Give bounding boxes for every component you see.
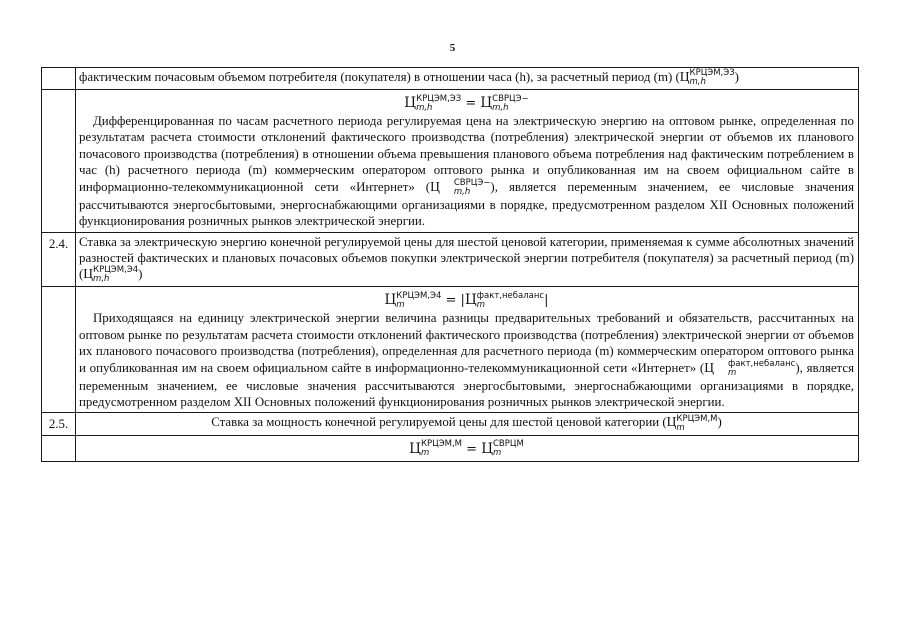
formula-rhs-symbol: Ц — [464, 292, 477, 309]
row-text-cell — [76, 287, 859, 413]
formula-lhs-symbol: Ц — [404, 95, 417, 112]
price-symbol: Ц — [679, 69, 690, 84]
index-stack — [690, 69, 735, 87]
superscript: СВРЦЭ− — [453, 177, 491, 188]
definition-paragraph — [79, 113, 854, 229]
closing-paren: ) — [734, 70, 739, 84]
formula-lhs-symbol: Ц — [384, 292, 397, 309]
rates-table — [41, 67, 859, 462]
superscript: факт,небаланс — [727, 358, 796, 369]
superscript: КРЦЭМ,Э4 — [93, 265, 139, 276]
superscript: факт,небаланс — [476, 290, 545, 301]
index-stack — [714, 360, 795, 378]
superscript: КРЦЭМ,Э4 — [396, 290, 442, 301]
abs-bar: | — [544, 293, 549, 309]
index-stack — [396, 292, 441, 310]
table-row — [42, 413, 859, 435]
subscript: m,h — [93, 274, 110, 285]
subscript: m — [727, 367, 737, 378]
row-number: 2.4. — [42, 232, 76, 287]
abs-bar: | — [460, 293, 465, 309]
equals-sign: = — [465, 96, 477, 112]
closing-paren: ) — [717, 415, 722, 430]
subscript: m — [476, 299, 485, 310]
row-number: 2.5. — [42, 413, 76, 435]
row-text: фактическим почасовым объемом потребителя (покупателя) в отношении часа (h), за расчетный период (m) ( — [79, 70, 680, 84]
superscript: КРЦЭМ,М — [420, 439, 463, 450]
row-text-cell — [76, 68, 859, 90]
subscript: m — [420, 448, 430, 459]
page-number: 5 — [449, 42, 456, 54]
index-stack — [440, 179, 491, 197]
row-text-cell — [76, 413, 859, 435]
index-stack — [676, 415, 717, 433]
table-row — [42, 435, 859, 461]
closing-paren: ) — [138, 267, 143, 282]
table-row — [42, 232, 859, 287]
subscript: m — [396, 299, 405, 310]
superscript: СВРЦМ — [493, 439, 524, 450]
row-number-cell — [42, 435, 76, 461]
subscript: m,h — [492, 102, 509, 113]
formula — [79, 288, 854, 310]
row-number-cell — [42, 90, 76, 232]
formula-lhs-symbol: Ц — [409, 440, 421, 457]
paragraph-text: ), является переменным значением, ее числовые значения рассчитываются энергосбытовыми, энергоснабжающими организациями в порядке, предусмотренном разделом XII Основных положений функционирования розничных рынков электрической энергии. — [79, 179, 854, 229]
superscript: КРЦЭМ,ЭЗ — [416, 93, 462, 104]
row-text-cell — [76, 90, 859, 232]
table-row — [42, 90, 859, 232]
subscript: m,h — [416, 102, 433, 113]
superscript: СВРЦЭ− — [492, 93, 529, 104]
equals-sign: = — [466, 441, 478, 457]
row-text-cell — [76, 232, 859, 287]
index-stack — [492, 95, 529, 113]
index-stack — [477, 292, 544, 310]
index-stack — [421, 440, 462, 458]
row-text: Ставка за электрическую энергию конечной регулируемой цены для шестой ценовой категории, применяемая к сумме абсолютных значений разностей фактических и плановых почасовых объемов покупки электрической энергии потребителя (покупателя) за расчетный период (m) ( — [79, 234, 854, 282]
index-stack — [493, 440, 524, 458]
superscript: КРЦЭМ,М — [676, 413, 718, 424]
paragraph-text: ), является переменным значением, ее числовые значения рассчитываются энергосбытовыми, энергоснабжающими организациями в порядке, предусмотренном разделом XII Основных положений функционирования розничных рынков электрической энергии. — [79, 360, 854, 410]
formula-rhs-symbol: Ц — [481, 440, 493, 457]
price-symbol: Ц — [83, 266, 94, 282]
paragraph-text: Приходящаяся на единицу электрической энергии величина разницы предварительных требований и обязательств, рассчитанных на оптовом рынке по результатам расчета стоимости отклонений фактического производства (потребления) электрической энергии от объемов их планового почасового производства (потребления), определенная для расчетного периода (m) коммерческим оператором оптового рынка и опубликованная им на своем официальном сайте в информационно-телекоммуникационной сети «Интернет» ( — [79, 311, 854, 375]
definition-paragraph — [79, 310, 854, 410]
formula — [79, 91, 854, 113]
row-text-cell — [76, 435, 859, 461]
subscript: m,h — [453, 186, 471, 197]
table-row — [42, 287, 859, 413]
price-symbol: Ц — [666, 414, 677, 430]
subscript: m — [493, 448, 502, 459]
index-stack — [416, 95, 461, 113]
paragraph-text: Дифференцированная по часам расчетного периода регулируемая цена на электрическую энергию на оптовом рынке, определенная по результатам расчета стоимости отклонений фактического производства (потребления) электрической энергии от объемов их планового почасового производства (потребления) в отношении объема превышения планового объема потребления над фактическим потреблением в час (h) расчетного периода (m) коммерческим оператором оптового рынка и опубликованная им на своем официальном сайте в информационно-телекоммуникационной сети «Интернет» ( — [79, 114, 854, 194]
subscript: m,h — [689, 77, 706, 88]
row-number-cell — [42, 287, 76, 413]
subscript: m — [676, 422, 685, 433]
row-number-cell — [42, 68, 76, 90]
price-symbol: Ц — [704, 359, 714, 375]
formula — [79, 437, 854, 459]
row-text: Ставка за мощность конечной регулируемой цены для шестой ценовой категории ( — [211, 415, 667, 430]
index-stack — [93, 266, 138, 284]
equals-sign: = — [445, 293, 457, 309]
formula-rhs-symbol: Ц — [480, 95, 493, 112]
superscript: КРЦЭМ,ЭЗ — [689, 68, 735, 79]
table-row — [42, 68, 859, 90]
price-symbol: Ц — [430, 178, 440, 194]
